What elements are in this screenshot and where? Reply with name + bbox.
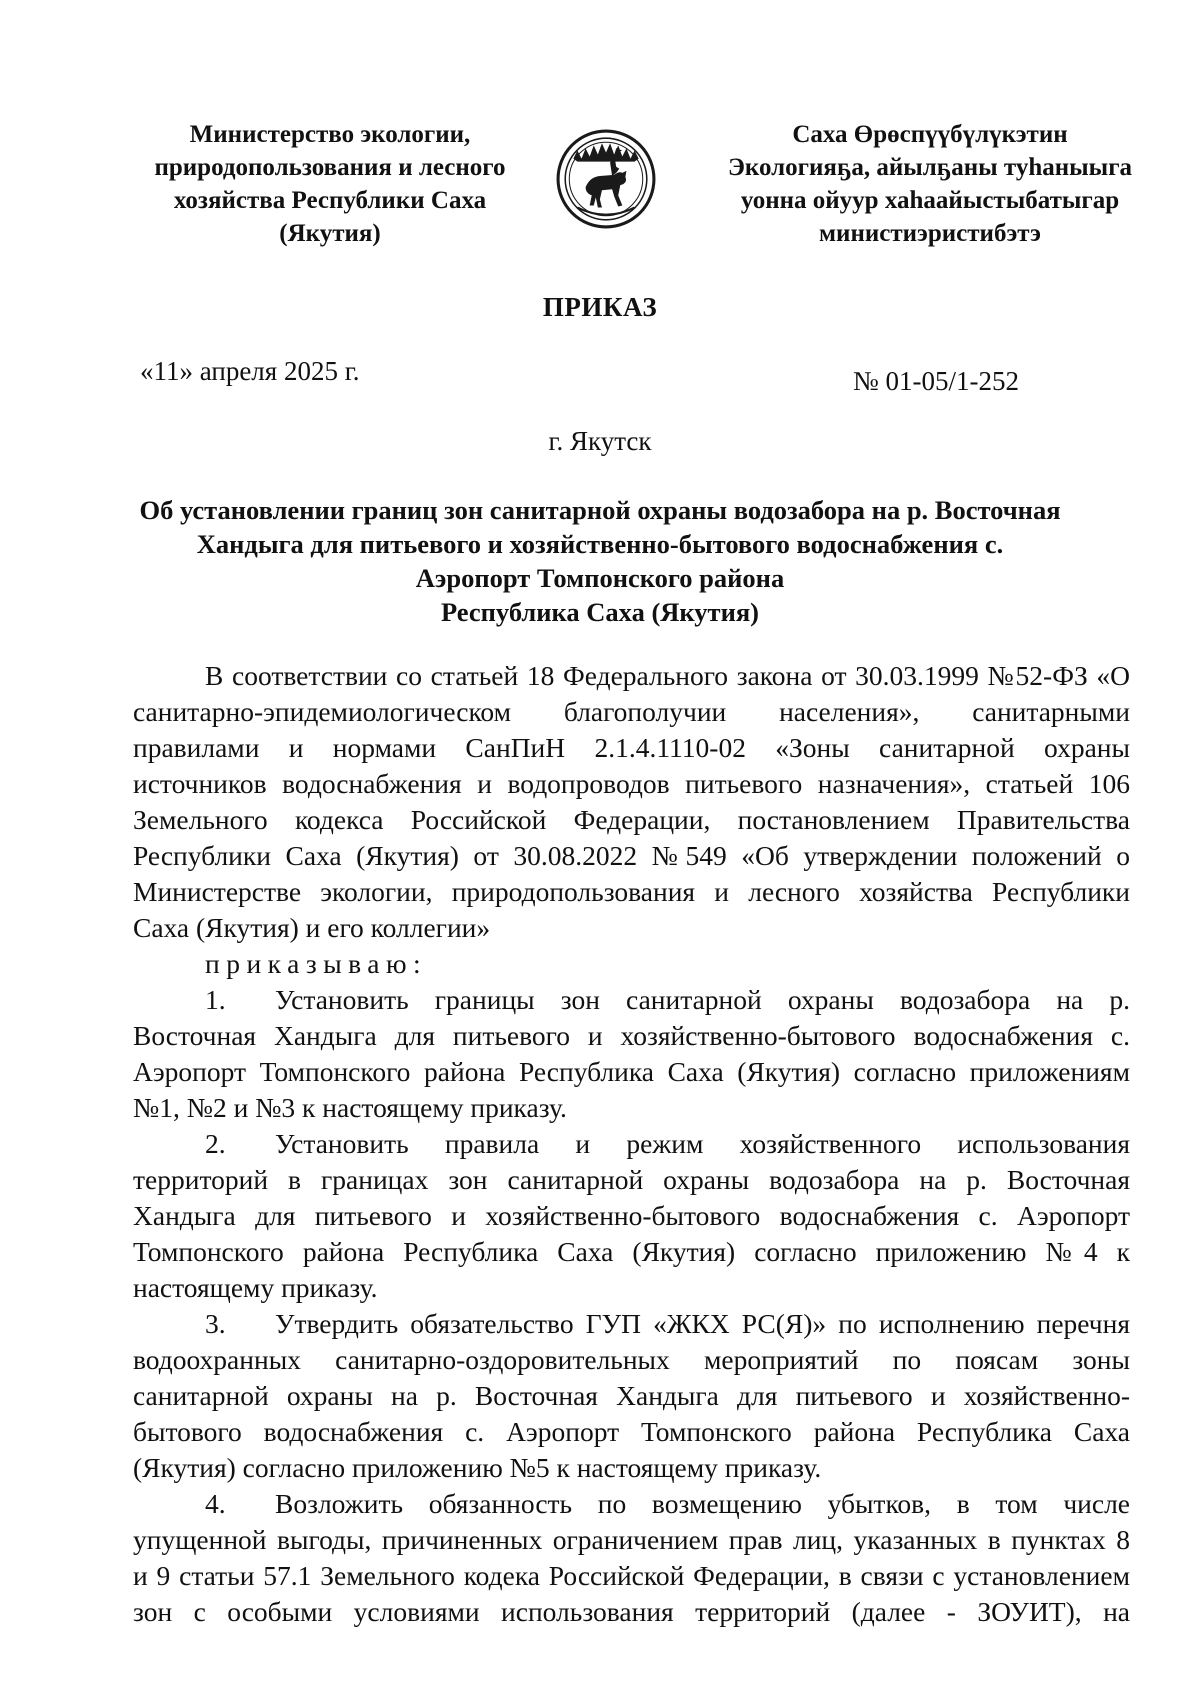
text-line: Утвердить обязательство ГУП «ЖКХ РС(Я)» по исполнению перечня	[275, 1308, 1130, 1339]
order-item-1	[133, 982, 1130, 1126]
text-line: упущенной выгоды, причиненных ограничением прав лиц, указанных в пунктах 8	[133, 1524, 1130, 1555]
text-line: Саха (Якутия) и его коллегии»	[133, 912, 491, 943]
text-line: Республики Саха (Якутия) от 30.08.2022 №549 «Об утверждении положений о	[133, 840, 1130, 871]
text-line: Земельного кодекса Российской Федерации, постановлением Правительства	[133, 804, 1130, 835]
order-item-2	[133, 1126, 1130, 1306]
item-number: 2.	[205, 1128, 226, 1159]
ministry-name-russian	[130, 118, 530, 250]
order-subject	[120, 493, 1080, 629]
item-number: 4.	[205, 1488, 226, 1519]
header-right-line: Саха Өрөспүүбүлүкэтин	[792, 121, 1068, 148]
text-line: Аэропорт Томпонского района Республика Саха (Якутия) согласно приложениям	[133, 1056, 1130, 1087]
header-left-line: Министерство экологии,	[189, 121, 471, 148]
text-line: Установить границы зон санитарной охраны водозабора на р.	[275, 984, 1130, 1015]
header-left-line: природопользования и лесного	[154, 154, 506, 181]
text-line: Томпонского района Республика Саха (Якутия) согласно приложению №4 к	[133, 1236, 1130, 1267]
text-line: водоохранных санитарно-оздоровительных мероприятий по поясам зоны	[133, 1344, 1130, 1375]
order-date: «11» апреля 2025 г.	[140, 356, 360, 386]
item-number: 3.	[205, 1308, 226, 1339]
order-city: г. Якутск	[548, 426, 652, 456]
ministry-name-sakha	[710, 118, 1150, 250]
subject-line: Об установлении границ зон санитарной охраны водозабора на р. Восточная	[139, 495, 1061, 525]
text-line: Установить правила и режим хозяйственного использования	[275, 1128, 1130, 1159]
text-line: №1, №2 и №3 к настоящему приказу.	[133, 1092, 567, 1123]
item-number: 1.	[205, 984, 226, 1015]
coat-of-arms-emblem	[555, 128, 657, 230]
order-title: ПРИКАЗ	[542, 292, 658, 322]
subject-line: Республика Саха (Якутия)	[440, 597, 760, 627]
text-line: В соответствии со статьей 18 Федерального закона от 30.03.1999 №52-ФЗ «О	[205, 660, 1130, 691]
subject-line: Аэропорт Томпонского района	[415, 563, 785, 593]
text-line: зон с особыми условиями использования территорий (далее - ЗОУИТ), на	[133, 1596, 1130, 1627]
text-line: Министерстве экологии, природопользования и лесного хозяйства Республики	[133, 876, 1130, 907]
text-line: источников водоснабжения и водопроводов питьевого назначения», статьей 106	[133, 768, 1130, 799]
header-left-line: хозяйства Республики Саха	[173, 187, 487, 214]
text-line: территорий в границах зон санитарной охраны водозабора на р. Восточная	[133, 1164, 1130, 1195]
text-line: бытового водоснабжения с. Аэропорт Томпонского района Республика Саха	[133, 1416, 1130, 1447]
text-line: Восточная Хандыга для питьевого и хозяйственно-бытового водоснабжения с.	[133, 1020, 1130, 1051]
text-line: Возложить обязанность по возмещению убытков, в том числе	[275, 1488, 1130, 1519]
text-line: санитарно-эпидемиологическом благополучии населения», санитарными	[133, 696, 1130, 727]
text-line: санитарной охраны на р. Восточная Хандыга для питьевого и хозяйственно-	[133, 1380, 1130, 1411]
command-word: приказываю:	[205, 948, 428, 979]
order-item-3	[133, 1306, 1130, 1486]
text-line: (Якутия) согласно приложению №5 к настоящему приказу.	[133, 1452, 822, 1483]
preamble-paragraph	[133, 658, 1130, 946]
order-body	[133, 658, 1130, 1630]
subject-line: Хандыга для питьевого и хозяйственно-бытового водоснабжения с.	[196, 529, 1004, 559]
text-line: Хандыга для питьевого и хозяйственно-бытового водоснабжения с. Аэропорт	[133, 1200, 1130, 1231]
header-right-line: уонна ойуур хаһаайыстыбатыгар	[740, 187, 1120, 214]
order-item-4	[133, 1486, 1130, 1630]
header-right-line: министиэристибэтэ	[819, 220, 1041, 247]
header-left-line: (Якутия)	[279, 220, 381, 247]
text-line: настоящему приказу.	[133, 1272, 378, 1303]
text-line: и 9 статьи 57.1 Земельного кодека Российской Федерации, в связи с установлением	[133, 1560, 1130, 1591]
text-line: правилами и нормами СанПиН 2.1.4.1110-02 «Зоны санитарной охраны	[133, 732, 1130, 763]
header-right-line: Экологияҕа, айылҕаны туһаныыга	[727, 154, 1133, 181]
order-number: № 01-05/1-252	[853, 366, 1019, 396]
